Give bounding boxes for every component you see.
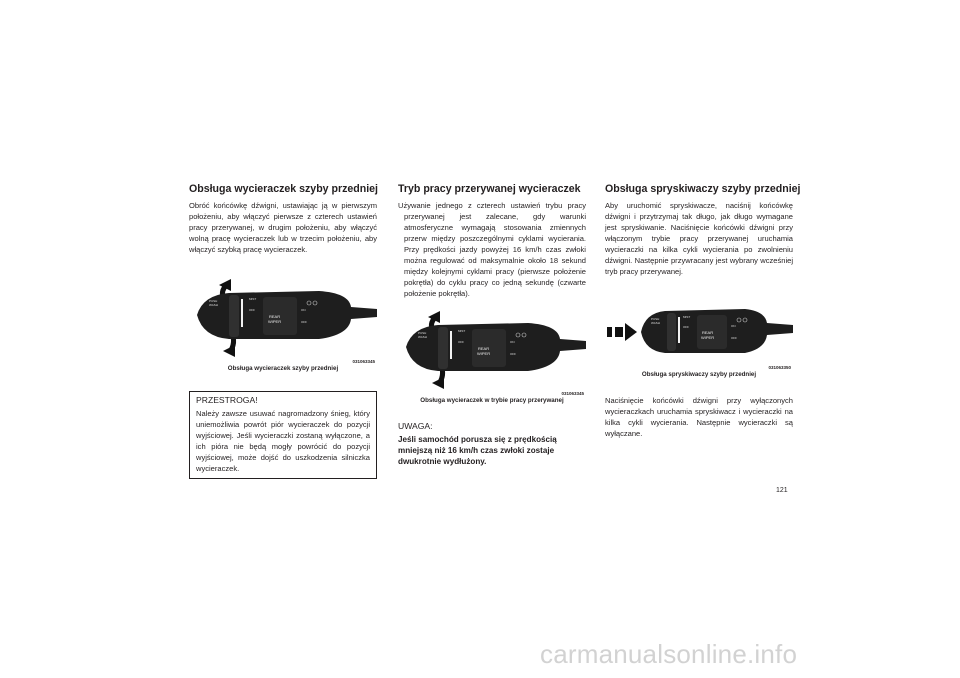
stalk-label-push: PUSH xyxy=(418,331,427,335)
figure-code: 031063350 xyxy=(768,365,791,370)
stalk-label-on: ON xyxy=(510,340,515,344)
column-intermittent-wipe xyxy=(398,183,586,467)
section-body-2: Naciśnięcie końcówki dźwigni przy wyłączonych wycieraczkach uruchamia spryskiwacz i wycieraczki na kilka cykli wycierania. Następnie wycieraczki są wyłączane. xyxy=(605,396,793,438)
stalk-label-off-2: OFF xyxy=(731,336,737,340)
section-heading: Tryb pracy przerywanej wycieraczek xyxy=(398,183,581,195)
stalk-label-mist: MIST xyxy=(458,329,466,333)
figure-code: 031063345 xyxy=(561,391,584,396)
stalk-label-wash: WASH xyxy=(651,321,660,325)
stalk-label-on: ON xyxy=(731,324,736,328)
stalk-label-push: PUSH xyxy=(651,317,660,321)
stalk-label-rear: REAR xyxy=(702,330,714,335)
figure-caption: Obsługa wycieraczek szyby przedniej xyxy=(227,365,339,372)
note-text: Jeśli samochód porusza się z prędkością mniejszą niż 16 km/h czas zwłoki zostaje dwukrotnie wydłużony. xyxy=(398,435,557,466)
stalk-label-push: PUSH xyxy=(209,299,218,303)
section-body: Obróć końcówkę dźwigni, ustawiając ją w pierwszym położeniu, aby włączyć pierwsze z czterech ustawień pracy przerywanej, w drugim położeniu, aby włączyć wolną pracę wycieraczek lub w trzecim położeniu, aby włączyć szybką pracę wycieraczek. xyxy=(189,201,377,254)
intermittent-stalk-illustration xyxy=(398,305,586,395)
stalk-label-wiper: WIPER xyxy=(701,335,715,340)
stalk-label-mist: MIST xyxy=(683,315,691,319)
stalk-label-off: OFF xyxy=(458,340,464,344)
page-number: 121 xyxy=(776,487,788,494)
section-body: Używanie jednego z czterech ustawień trybu pracy przerywanej jest zalecane, gdy warunki atmosferyczne wymagają stosowania zmiennych przerw między poszczególnymi cyklami wycierania. Przy prędkości jazdy powyżej 16 km/h czas zwłoki można regulować od maksymalnie około 18 sekund między kolejnymi cyklami pracy (pierwsze położenie pokrętła) do cyklu pracy co jedną sekundę (czwarte położenie pokrętła). xyxy=(398,201,586,298)
warning-title: PRZESTROGA! xyxy=(196,395,258,405)
stalk-label-wash: WASH xyxy=(209,303,218,307)
washer-stalk-illustration xyxy=(605,295,793,369)
figure-caption: Obsługa spryskiwaczy szyby przedniej xyxy=(641,371,757,378)
stalk-label-off: OFF xyxy=(249,308,255,312)
warning-box xyxy=(189,391,377,479)
push-arrow-icon xyxy=(607,323,637,341)
warning-text: Należy zawsze usuwać nagromadzony śnieg, który uniemożliwia powrót piór wycieraczek do pozycji wyjściowej. Jeśli wycieraczki zostaną wyłączone, a ich pióra nie będą mogły powrócić do pozycji wyjściowej, może dojść do uszkodzenia silniczka wycieraczek. xyxy=(196,409,370,473)
section-heading: Obsługa spryskiwaczy szyby przedniej xyxy=(605,183,801,195)
stalk-label-rear: REAR xyxy=(478,346,490,351)
figure-code: 031063345 xyxy=(352,359,375,364)
column-windshield-washers xyxy=(605,183,801,439)
figure-caption: Obsługa wycieraczek w trybie pracy przerywanej xyxy=(420,397,564,404)
stalk-label-off-2: OFF xyxy=(510,352,516,356)
stalk-label-off-2: OFF xyxy=(301,320,307,324)
figure-wiper-stalk xyxy=(189,273,377,381)
watermark: carmanualsonline.info xyxy=(540,639,798,669)
stalk-label-rear: REAR xyxy=(269,314,281,319)
stalk-label-off: OFF xyxy=(683,325,689,329)
figure-washer-stalk xyxy=(605,295,793,387)
stalk-label-wiper: WIPER xyxy=(477,351,491,356)
section-heading: Obsługa wycieraczek szyby przedniej xyxy=(189,183,379,195)
note-title: UWAGA: xyxy=(398,421,433,431)
stalk-label-wash: WASH xyxy=(418,335,427,339)
note-box xyxy=(398,421,586,467)
column-windshield-wipers xyxy=(189,183,377,479)
section-body: Aby uruchomić spryskiwacze, naciśnij końcówkę dźwigni i przytrzymaj tak długo, jak długo wymagane jest spryskiwanie. Naciśnięcie końcówki dźwigni przy włączonym trybie pracy przerywanej uruchamia wycieraczki na kilka cykli wycierania po zwolnieniu dźwigni. Następnie przywracany jest wybrany wcześniej tryb pracy przerywanej. xyxy=(605,201,793,276)
stalk-label-on: ON xyxy=(301,308,306,312)
wiper-stalk-illustration xyxy=(189,273,377,363)
figure-intermittent-stalk xyxy=(398,305,586,413)
stalk-label-mist: MIST xyxy=(249,297,257,301)
stalk-label-wiper: WIPER xyxy=(268,319,282,324)
